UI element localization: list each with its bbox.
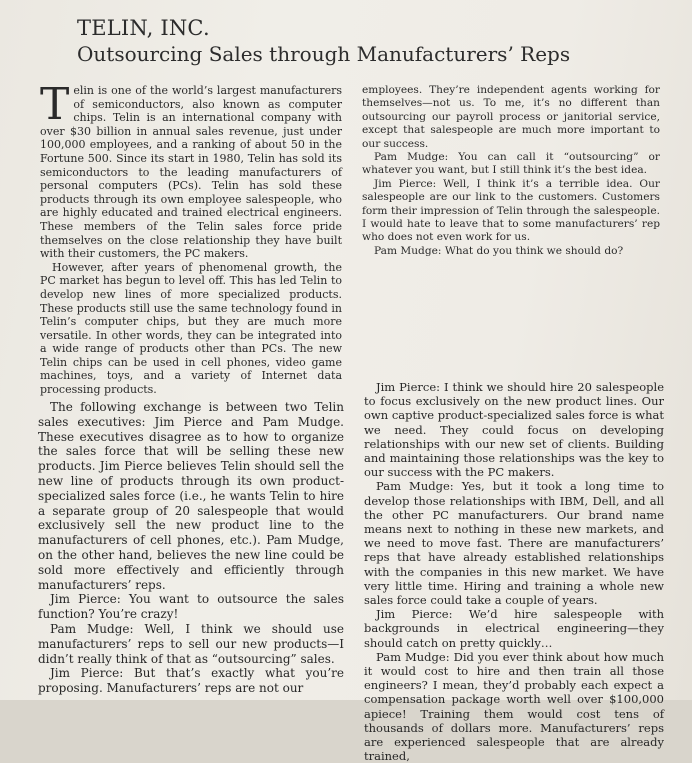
- dialogue-pam-1: Pam Mudge: Well, I think we should use manufacturers’ reps to sell our new products—I didn’t really think of that as “outsourcing” sales.: [38, 621, 344, 666]
- right-column: [362, 84, 660, 258]
- paragraph-exchange: The following exchange is between two Telin sales executives: Jim Pierce and Pam Mudge. These executives disagree as to how to organize the sales force that will be selling these new products. Jim Pierce believes Telin should sell the new line of products through its own product-specialized sales force (i.e., he wants Telin to hire a separate group of 20 salespeople that would exclusively sell the new product line to the manufacturers of cell phones, etc.). Pam Mudge, on the other hand, believes the new line could be sold more effectively and efficiently through manufacturers’ reps.: [38, 400, 344, 592]
- paragraph-market: However, after years of phenomenal growth, the PC market has begun to level off. This has led Telin to develop new lines of more specialized products. These products still use the same technology found in Telin’s computer chips, but they are much more versatile. In other words, they can be integrated into a wide range of products other than PCs. The new Telin chips can be used in cell phones, video game machines, toys, and a variety of Internet data processing products.: [40, 260, 342, 397]
- intro-paragraph: [40, 79, 342, 261]
- dialogue-pam-3: Pam Mudge: What do you think we should do?: [374, 244, 624, 257]
- dialogue-jim-5: Jim Pierce: We’d hire salespeople with backgrounds in electrical engineering—they should catch on pretty quickly…: [364, 607, 664, 650]
- case-subtitle: Outsourcing Sales through Manufacturers’ Reps: [77, 42, 571, 66]
- right-continuation: employees. They’re independent agents working for themselves—not us. To me, it’s no different than outsourcing our payroll process or janitorial service, except that salespeople are much more important to our success.: [362, 84, 660, 150]
- left-column: [40, 79, 342, 397]
- dialogue-jim-3: Jim Pierce: Well, I think it’s a terrible idea. Our salespeople are our link to the customers. Customers form their impression of Telin through the salespeople. I would hate to leave that to some manufacturers’ rep who does not even work for us.: [362, 177, 660, 244]
- right-lower-column: [364, 380, 664, 763]
- dialogue-pam-2: Pam Mudge: You can call it “outsourcing” or whatever you want, but I still think it’s the best idea.: [362, 151, 660, 177]
- intro-text: elin is one of the world’s largest manufacturers of semiconductors, also known as computer chips. Telin is an international company with over $30 billion in annual sales revenue, just under 100,000 employees, and a ranking of about 50 in the Fortune 500. Since its start in 1980, Telin has sold its semiconductors to the leading manufacturers of personal computers (PCs). Telin has sold these products through its own employee salespeople, who are highly educated and trained electrical engineers. These members of the Telin sales force pride themselves on the close relationship they have built with their customers, the PC makers.: [40, 84, 342, 261]
- case-title: TELIN, INC.: [77, 16, 210, 40]
- left-lower-column: [38, 400, 344, 696]
- dialogue-jim-4: Jim Pierce: I think we should hire 20 salespeople to focus exclusively on the new product lines. Our own captive product-specialized sales force is what we need. They could focus on developing relationships with our new set of clients. Building and maintaining those relationships was the key to our success with the PC makers.: [364, 380, 664, 480]
- dialogue-pam-4: Pam Mudge: Yes, but it took a long time to develop those relationships with IBM, Dell, and all the other PC manufacturers. Our brand name means next to nothing in these new markets, and we need to move fast. There are manufacturers’ reps that have already established relationships with the companies in this new market. We have very little time. Hiring and training a whole new sales force could take a couple of years.: [364, 479, 664, 608]
- dialogue-pam-5: Pam Mudge: Did you ever think about how much it would cost to hire and then train all those engineers? I mean, they’d probably each expect a compensation package worth well over $100,000 apiece! Training them would cost tens of thousands of dollars more. Manufacturers’ reps are experienced salespeople that are already trained,: [364, 649, 664, 763]
- drop-cap: T: [40, 79, 70, 130]
- dialogue-jim-2: Jim Pierce: But that’s exactly what you’re proposing. Manufacturers’ reps are not our: [38, 666, 344, 696]
- dialogue-jim-1: Jim Pierce: You want to outsource the sales function? You’re crazy!: [38, 592, 344, 622]
